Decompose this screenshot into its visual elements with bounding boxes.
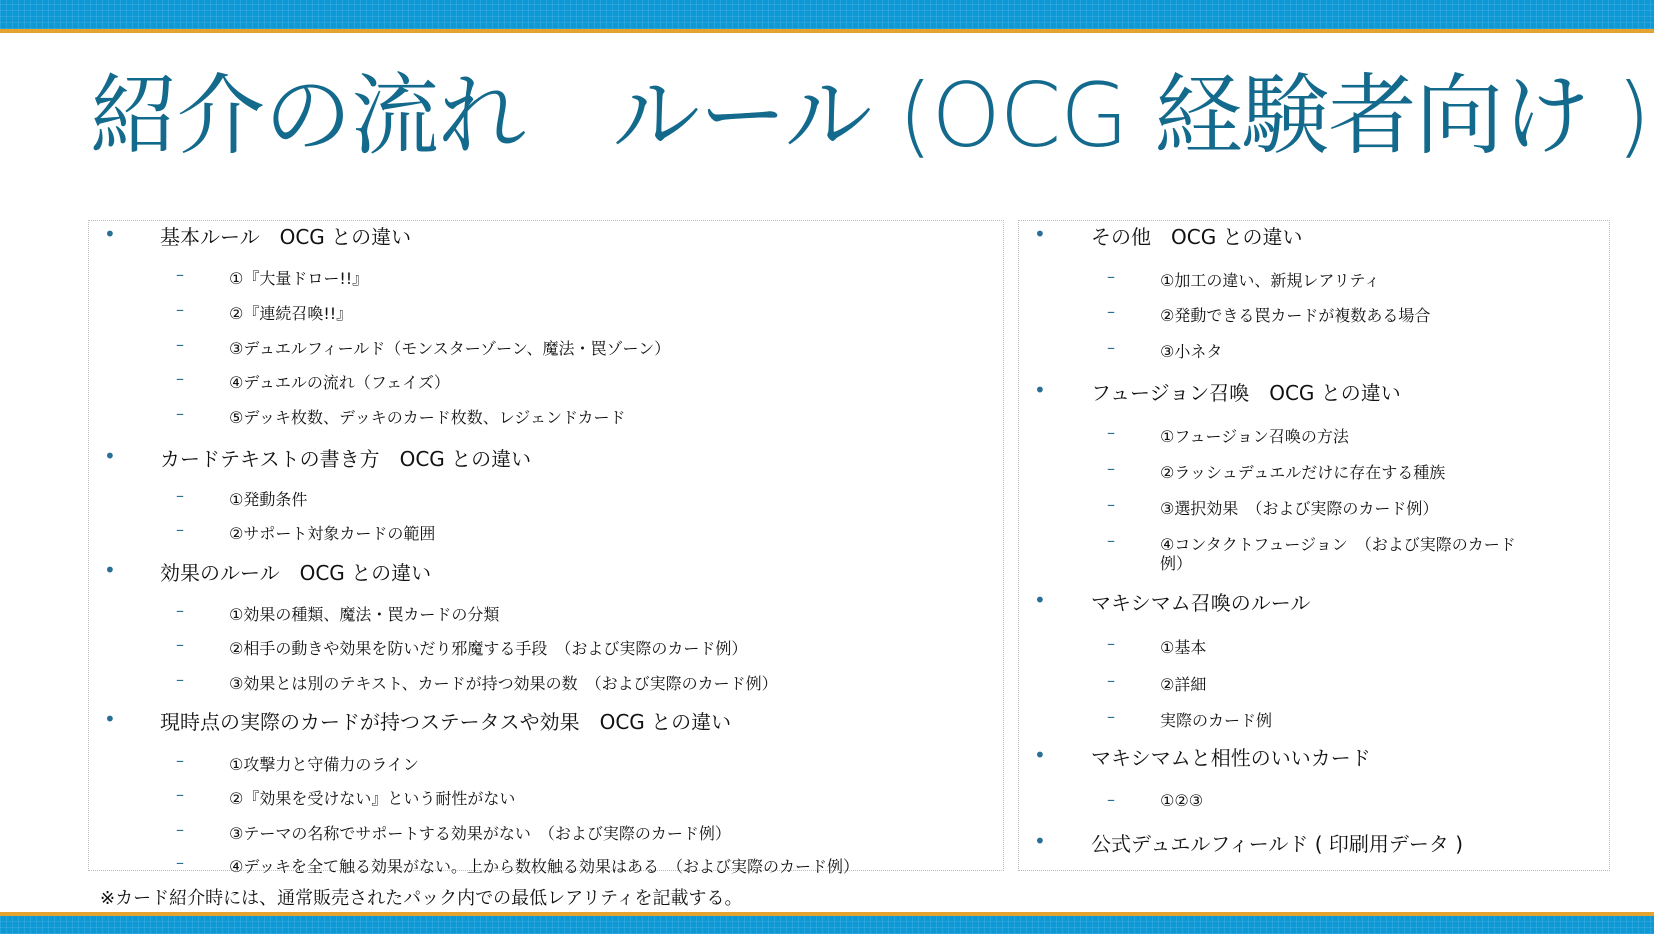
list-item: ①加工の違い、新規レアリティ: [1160, 271, 1381, 290]
bullet-marker: •: [104, 558, 116, 582]
list-item: ③効果とは別のテキスト、カードが持つ効果の数 （および実際のカード例）: [229, 674, 778, 693]
list-item: 実際のカード例: [1160, 711, 1273, 730]
dash-marker: –: [176, 369, 184, 388]
bullet-marker: •: [104, 444, 116, 468]
section-heading: カードテキストの書き方 OCG との違い: [160, 447, 532, 471]
dash-marker: –: [1107, 671, 1115, 690]
top-banner: [0, 0, 1654, 33]
list-item: ③選択効果 （および実際のカード例）: [1160, 499, 1439, 518]
dash-marker: –: [176, 853, 184, 872]
dash-marker: –: [176, 670, 184, 689]
section-heading: 公式デュエルフィールド ( 印刷用データ ): [1091, 832, 1464, 856]
list-item: ②詳細: [1160, 675, 1207, 694]
dash-marker: –: [176, 601, 184, 620]
list-item-continuation: 例）: [1160, 554, 1193, 573]
list-item: ①効果の種類、魔法・罠カードの分類: [229, 605, 500, 624]
slide-title: 紹介の流れ ルール (OCG 経験者向け ): [90, 64, 1650, 167]
bottom-banner: [0, 912, 1654, 934]
dash-marker: –: [1107, 495, 1115, 514]
bullet-marker: •: [1034, 588, 1046, 612]
list-item: ①基本: [1160, 638, 1207, 657]
list-item: ③デュエルフィールド（モンスターゾーン、魔法・罠ゾーン）: [229, 339, 671, 358]
dash-marker: –: [1107, 302, 1115, 321]
list-item: ①『大量ドロー!!』: [229, 269, 369, 288]
list-item: ①フュージョン召喚の方法: [1160, 427, 1349, 446]
section-heading: その他 OCG との違い: [1091, 225, 1303, 249]
list-item: ②発動できる罠カードが複数ある場合: [1160, 306, 1431, 325]
bullet-marker: •: [104, 222, 116, 246]
section-heading: マキシマム召喚のルール: [1091, 591, 1311, 615]
dash-marker: –: [176, 751, 184, 770]
bullet-marker: •: [1034, 378, 1046, 402]
section-heading: 効果のルール OCG との違い: [160, 561, 432, 585]
dash-marker: –: [176, 820, 184, 839]
section-heading: マキシマムと相性のいいカード: [1091, 746, 1371, 770]
dash-marker: –: [1107, 338, 1115, 357]
list-item: ②『効果を受けない』という耐性がない: [229, 789, 516, 808]
list-item: ③小ネタ: [1160, 342, 1223, 361]
bullet-marker: •: [1034, 829, 1046, 853]
section-heading: 現時点の実際のカードが持つステータスや効果 OCG との違い: [160, 710, 732, 734]
list-item: ②ラッシュデュエルだけに存在する種族: [1160, 463, 1446, 482]
dash-marker: –: [176, 520, 184, 539]
list-item: ⑤デッキ枚数、デッキのカード枚数、レジェンドカード: [229, 408, 626, 427]
dash-marker: –: [176, 265, 184, 284]
bullet-marker: •: [1034, 743, 1046, 767]
list-item: ②『連続召喚!!』: [229, 304, 353, 323]
bullet-marker: •: [1034, 222, 1046, 246]
dash-marker: –: [1107, 423, 1115, 442]
dash-marker: –: [176, 635, 184, 654]
list-item: ④デッキを全て触る効果がない。上から数枚触る効果はある （および実際のカード例）: [229, 857, 860, 876]
dash-marker: –: [1107, 634, 1115, 653]
list-item: ①②③: [1160, 791, 1204, 810]
list-item: ④コンタクトフュージョン （および実際のカード: [1160, 535, 1516, 554]
dash-marker: –: [1107, 459, 1115, 478]
dash-marker: –: [176, 300, 184, 319]
list-item: ①発動条件: [229, 490, 308, 509]
dash-marker: –: [1107, 531, 1115, 550]
section-heading: フュージョン召喚 OCG との違い: [1091, 381, 1401, 405]
section-heading: 基本ルール OCG との違い: [160, 225, 412, 249]
bullet-marker: •: [104, 707, 116, 731]
dash-marker: –: [1107, 267, 1115, 286]
dash-marker: –: [176, 785, 184, 804]
dash-marker: –: [176, 404, 184, 423]
footnote: ※カード紹介時には、通常販売されたパック内での最低レアリティを記載する。: [100, 888, 743, 909]
list-item: ③テーマの名称でサポートする効果がない （および実際のカード例）: [229, 824, 731, 843]
list-item: ①攻撃力と守備力のライン: [229, 755, 419, 774]
dash-marker: –: [1107, 707, 1115, 726]
list-item: ②相手の動きや効果を防いだり邪魔する手段 （および実際のカード例）: [229, 639, 748, 658]
left-content-box: [88, 220, 1004, 871]
dash-marker: –: [1107, 790, 1115, 809]
dash-marker: –: [176, 335, 184, 354]
dash-marker: –: [176, 486, 184, 505]
list-item: ④デュエルの流れ（フェイズ）: [229, 373, 450, 392]
list-item: ②サポート対象カードの範囲: [229, 524, 436, 543]
